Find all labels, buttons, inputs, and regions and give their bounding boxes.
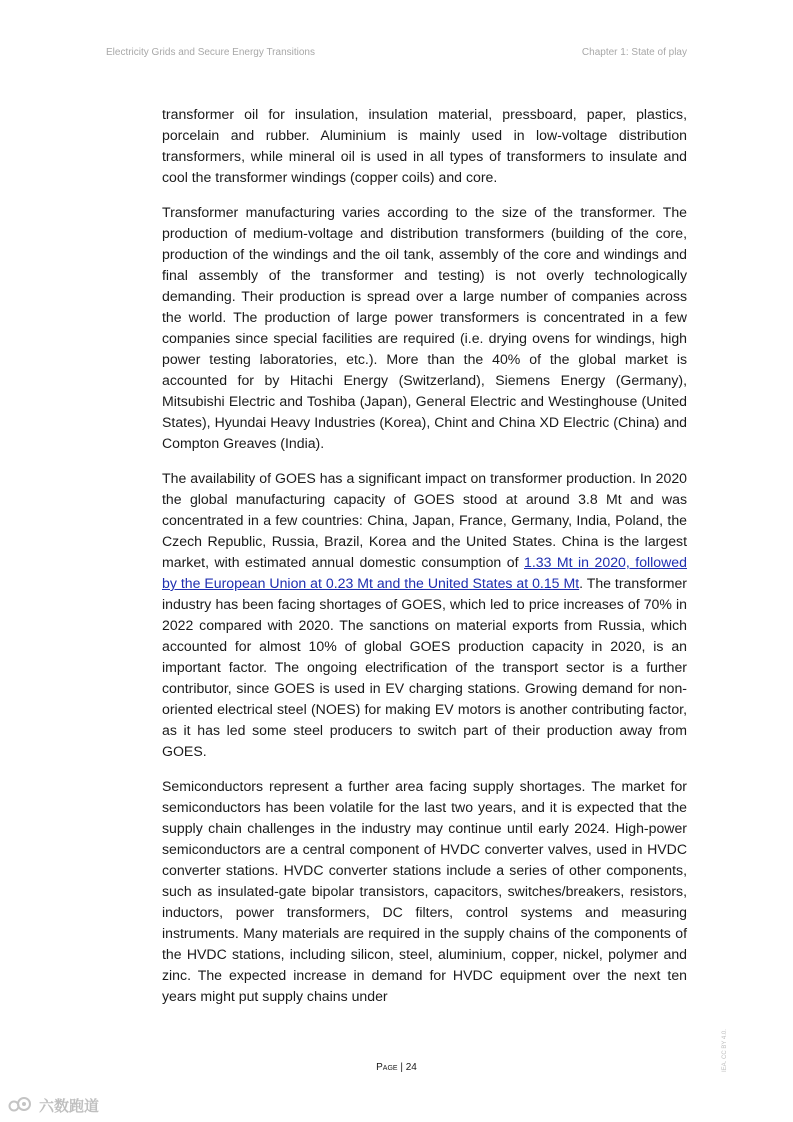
body-text xyxy=(162,104,687,1020)
paragraph-transformer-materials: transformer oil for insulation, insulation material, pressboard, paper, plastics, porcelain and rubber. Aluminium is mainly used in low-voltage distribution transformers, while mineral oil is used in all types of transformers to insulate and cool the transformer windings (copper coils) and core. xyxy=(162,106,687,185)
watermark-logo-icon xyxy=(8,1096,34,1114)
paragraph-transformer-manufacturing: Transformer manufacturing varies according to the size of the transformer. The production of medium-voltage and distribution transformers (building of the core, production of the windings and the oil tank, assembly of the core and windings and final assembly of the transformer and testing) is not overly technologically demanding. Their production is spread over a large number of companies across the world. The production of large power transformers is concentrated in a few companies since special facilities are required (i.e. drying ovens for windings, high power testing laboratories, etc.). More than the 40% of the global market is accounted for by Hitachi Energy (Switzerland), Siemens Energy (Germany), Mitsubishi Electric and Toshiba (Japan), General Electric and Westinghouse (United States), Hyundai Heavy Industries (Korea), Chint and China XD Electric (China) and Compton Greaves (India). xyxy=(162,204,687,451)
watermark xyxy=(8,1094,99,1116)
page-separator: | xyxy=(400,1062,403,1073)
page-label: Page xyxy=(376,1062,398,1073)
page-header xyxy=(106,47,687,61)
page-footer xyxy=(0,1062,793,1073)
paragraph-semiconductors: Semiconductors represent a further area facing supply shortages. The market for semiconductors has been volatile for the last two years, and it is expected that the supply chain challenges in the industry may continue until early 2024. High-power semiconductors are a central component of HVDC converter valves, used in HVDC converter stations. HVDC converter stations include a series of other components, such as insulated-gate bipolar transistors, capacitors, switches/breakers, resistors, inductors, power transformers, DC filters, control systems and measuring instruments. Many materials are required in the supply chains of the components of the HVDC stations, including silicon, steel, aluminium, copper, nickel, polymer and zinc. The expected increase in demand for HVDC equipment over the next ten years might put supply chains under xyxy=(162,778,687,1004)
paragraph-goes-text-end: . The transformer industry has been facing shortages of GOES, which led to price increases of 70% in 2022 compared with 2020. The sanctions on material exports from Russia, which accounted for almost 10% of global GOES production capacity in 2020, is an important factor. The ongoing electrification of the transport sector is a further contributor, since GOES is used in EV charging stations. Growing demand for non-oriented electrical steel (NOES) for making EV motors is another contributing factor, as it has led some steel producers to switch part of their production away from GOES. xyxy=(162,575,687,759)
license-text: IEA. CC BY 4.0. xyxy=(722,1029,728,1072)
paragraph-goes-text-start: The availability of GOES has a significant impact on transformer production. In 2020 the global manufacturing capacity of GOES stood at around 3.8 Mt and was concentrated in a few countries: China, Japan, France, Germany, India, Poland, the Czech Republic, Russia, Brazil, Korea and the United States. China is the largest market, with estimated annual domestic consumption of xyxy=(162,470,687,570)
document-title: Electricity Grids and Secure Energy Transitions xyxy=(106,47,315,58)
watermark-text: 六数跑道 xyxy=(39,1097,100,1115)
goes-consumption-link[interactable]: 1.33 Mt in 2020, followed by the European Union at 0.23 Mt and the United States at 0.15 Mt xyxy=(162,554,687,591)
license-notice xyxy=(722,1020,736,1072)
chapter-title: Chapter 1: State of play xyxy=(581,47,687,58)
page-number: 24 xyxy=(405,1062,417,1073)
paragraph-goes-availability xyxy=(162,468,687,762)
